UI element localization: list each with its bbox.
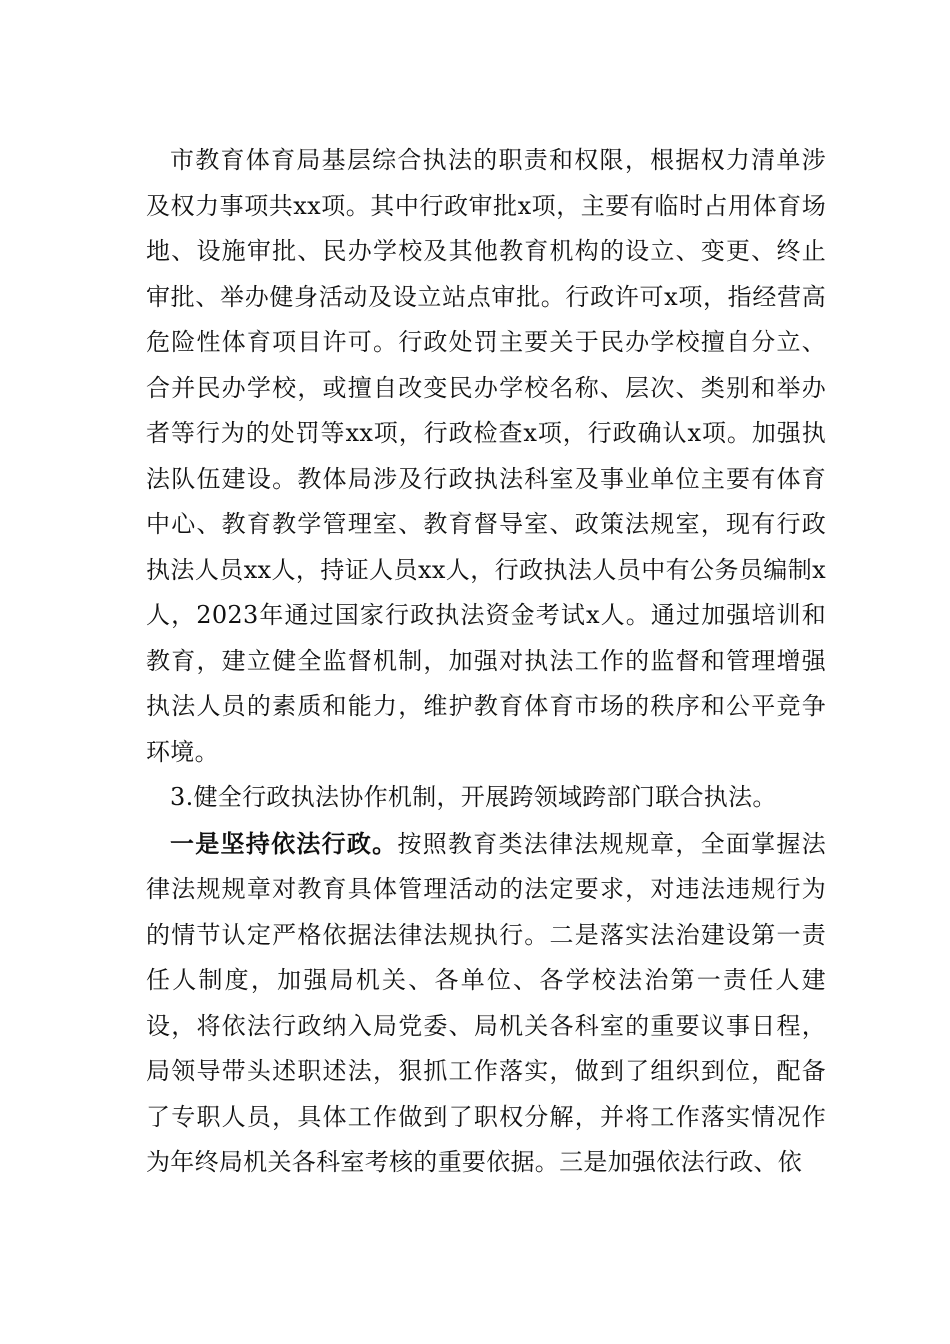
document-body (146, 138, 826, 1186)
paragraph-law-administration (146, 821, 826, 1186)
paragraph-body-text: 按照教育类法律法规规章，全面掌握法律法规规章对教育具体管理活动的法定要求，对违法违规行为的情节认定严格依据法律法规执行。二是落实法治建设第一责任人制度，加强局机关、各单位、各学校法治第一责任人建设，将依法行政纳入局党委、局机关各科室的重要议事日程，局领导带头述职述法，狠抓工作落实，做到了组织到位，配备了专职人员，具体工作做到了职权分解，并将工作落实情况作为年终局机关各科室考核的重要依据。三是加强依法行政、依 (146, 829, 827, 1176)
paragraph-lead-phrase: 一是坚持依法行政。 (170, 828, 398, 858)
paragraph-enforcement-duties: 市教育体育局基层综合执法的职责和权限，根据权力清单涉及权力事项共xx项。其中行政审批x项，主要有临时占用体育场地、设施审批、民办学校及其他教育机构的设立、变更、终止审批、举办健身活动及设立站点审批。行政许可x项，指经营高危险性体育项目许可。行政处罚主要关于民办学校擅自分立、合并民办学校，或擅自改变民办学校名称、层次、类别和举办者等行为的处罚等xx项，行政检查x项，行政确认x项。加强执法队伍建设。教体局涉及行政执法科室及事业单位主要有体育中心、教育教学管理室、教育督导室、政策法规室，现有行政执法人员xx人，持证人员xx人，行政执法人员中有公务员编制x人，2023年通过国家行政执法资金考试x人。通过加强培训和教育，建立健全监督机制，加强对执法工作的监督和管理增强执法人员的素质和能力，维护教育体育市场的秩序和公平竞争环境。 (146, 146, 826, 766)
section-heading-3: 3.健全行政执法协作机制，开展跨领域跨部门联合执法。 (170, 783, 777, 811)
